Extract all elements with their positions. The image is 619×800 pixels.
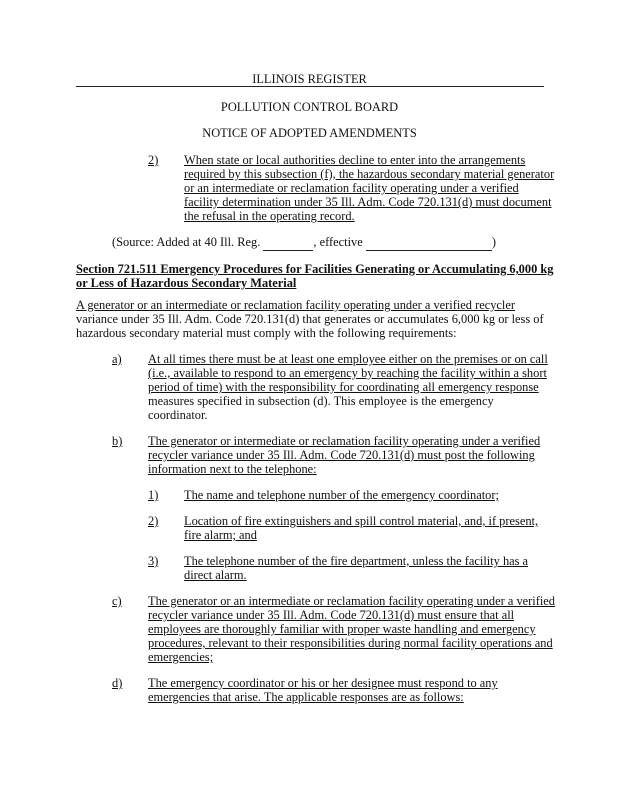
item-number: c) <box>112 594 122 608</box>
item-a-line: period of time) with the responsibility for coordinating all emergency response <box>148 380 539 394</box>
subitem-line: fire alarm; and <box>184 528 257 542</box>
item-d-line: The emergency coordinator or his or her designee must respond to any <box>148 676 498 690</box>
item-a-line: coordinator. <box>148 408 208 422</box>
item-a-line: At all times there must be at least one employee either on the premises or on call <box>148 352 548 366</box>
item-number: d) <box>112 676 123 690</box>
intro-line: hazardous secondary material must comply with the following requirements: <box>76 326 457 340</box>
register-title: ILLINOIS REGISTER <box>252 72 367 86</box>
source-prefix: (Source: Added at 40 Ill. Reg. <box>112 235 261 249</box>
section-heading: or Less of Hazardous Secondary Material <box>76 276 297 290</box>
subitem-line: The name and telephone number of the emergency coordinator; <box>184 488 499 502</box>
subitem-number: 1) <box>148 488 159 502</box>
item-b-line: The generator or intermediate or reclamation facility operating under a verified <box>148 434 541 448</box>
subitem-number: 2) <box>148 514 159 528</box>
item-c-line: employees are thoroughly familiar with proper waste handling and emergency <box>148 622 536 636</box>
item-a-line: measures specified in subsection (d). This employee is the emergency <box>148 394 494 408</box>
header-rule <box>76 86 544 87</box>
subitem-line: The telephone number of the fire department, unless the facility has a <box>184 554 529 568</box>
item-number: a) <box>112 352 122 366</box>
inserted-text-line: or an intermediate or reclamation facility operating under a verified <box>184 181 519 195</box>
subitem-line: direct alarm. <box>184 568 247 582</box>
intro-line: variance under 35 Ill. Adm. Code 720.131(d) that generates or accumulates 6,000 kg or less of <box>76 312 544 326</box>
item-c-line: emergencies; <box>148 650 214 664</box>
blank-field <box>263 235 313 251</box>
item-b-line: recycler variance under 35 Ill. Adm. Code 720.131(d) must post the following <box>148 448 535 462</box>
inserted-text-line: When state or local authorities decline to enter into the arrangements <box>184 153 526 167</box>
intro-line: A generator or an intermediate or reclamation facility operating under a verified recycler <box>76 298 515 312</box>
subitem-line: Location of fire extinguishers and spill control material, and, if present, <box>184 514 539 528</box>
inserted-text-line: the refusal in the operating record. <box>184 209 355 223</box>
inserted-text-line: required by this subsection (f), the hazardous secondary material generator <box>184 167 555 181</box>
item-c-line: The generator or an intermediate or reclamation facility operating under a verified <box>148 594 555 608</box>
subitem-number: 3) <box>148 554 159 568</box>
source-suffix: ) <box>491 235 496 249</box>
item-c-line: procedures, relevant to their responsibilities during normal facility operations and <box>148 636 553 650</box>
section-heading: Section 721.511 Emergency Procedures for Facilities Generating or Accumulating 6,000 kg <box>76 262 554 276</box>
notice-title: NOTICE OF ADOPTED AMENDMENTS <box>202 126 417 140</box>
item-c-line: recycler variance under 35 Ill. Adm. Code 720.131(d) must ensure that all <box>148 608 515 622</box>
item-b-line: information next to the telephone: <box>148 462 317 476</box>
source-middle: , effective <box>313 235 363 249</box>
blank-field <box>366 235 492 251</box>
item-number: b) <box>112 434 123 448</box>
item-d-line: emergencies that arise. The applicable responses are as follows: <box>148 690 464 704</box>
board-title: POLLUTION CONTROL BOARD <box>220 100 399 114</box>
source-line <box>112 235 496 251</box>
item-number: 2) <box>148 153 159 167</box>
item-a-line: (i.e., available to respond to an emergency by reaching the facility within a short <box>148 366 547 380</box>
inserted-text-line: facility determination under 35 Ill. Adm. Code 720.131(d) must document <box>184 195 552 209</box>
